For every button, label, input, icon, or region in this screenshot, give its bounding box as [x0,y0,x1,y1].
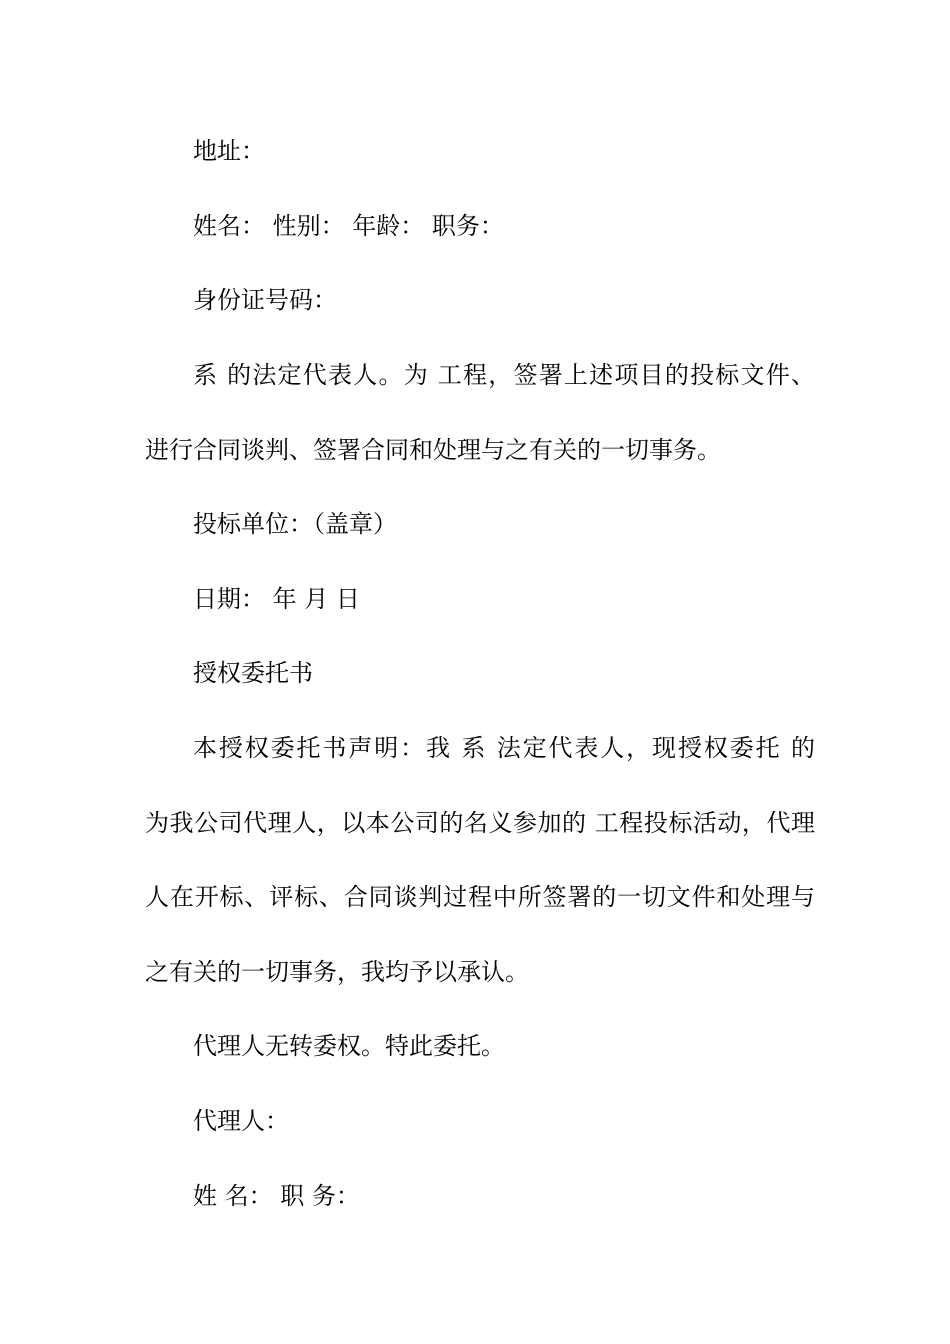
personal-info-line: 姓名： 性别： 年龄： 职务： [193,212,504,240]
authorization-paragraph-line-1: 本授权委托书声明：我 系 法定代表人，现授权委托 的 [193,734,815,762]
authorization-paragraph-line-4: 之有关的一切事务，我均予以承认。 [145,958,529,986]
agent-name-position-line: 姓 名： 职 务： [193,1182,360,1210]
agent-label: 代理人： [193,1107,289,1135]
legal-rep-statement-line-2: 进行合同谈判、签署合同和处理与之有关的一切事务。 [145,436,721,464]
authorization-paragraph-line-3: 人在开标、评标、合同谈判过程中所签署的一切文件和处理与 [145,883,815,911]
no-sub-delegation-line: 代理人无转委权。特此委托。 [193,1032,505,1060]
date-line: 日期： 年 月 日 [193,585,360,613]
address-line: 地址： [193,137,265,165]
legal-rep-statement-line-1: 系 的法定代表人。为 工程，签署上述项目的投标文件、 [193,361,815,389]
section-title: 授权委托书 [193,659,313,687]
id-number-line: 身份证号码： [193,286,337,314]
authorization-paragraph-line-2: 为我公司代理人，以本公司的名义参加的 工程投标活动，代理 [145,809,815,837]
bidder-seal-line: 投标单位：（盖章） [193,510,397,538]
